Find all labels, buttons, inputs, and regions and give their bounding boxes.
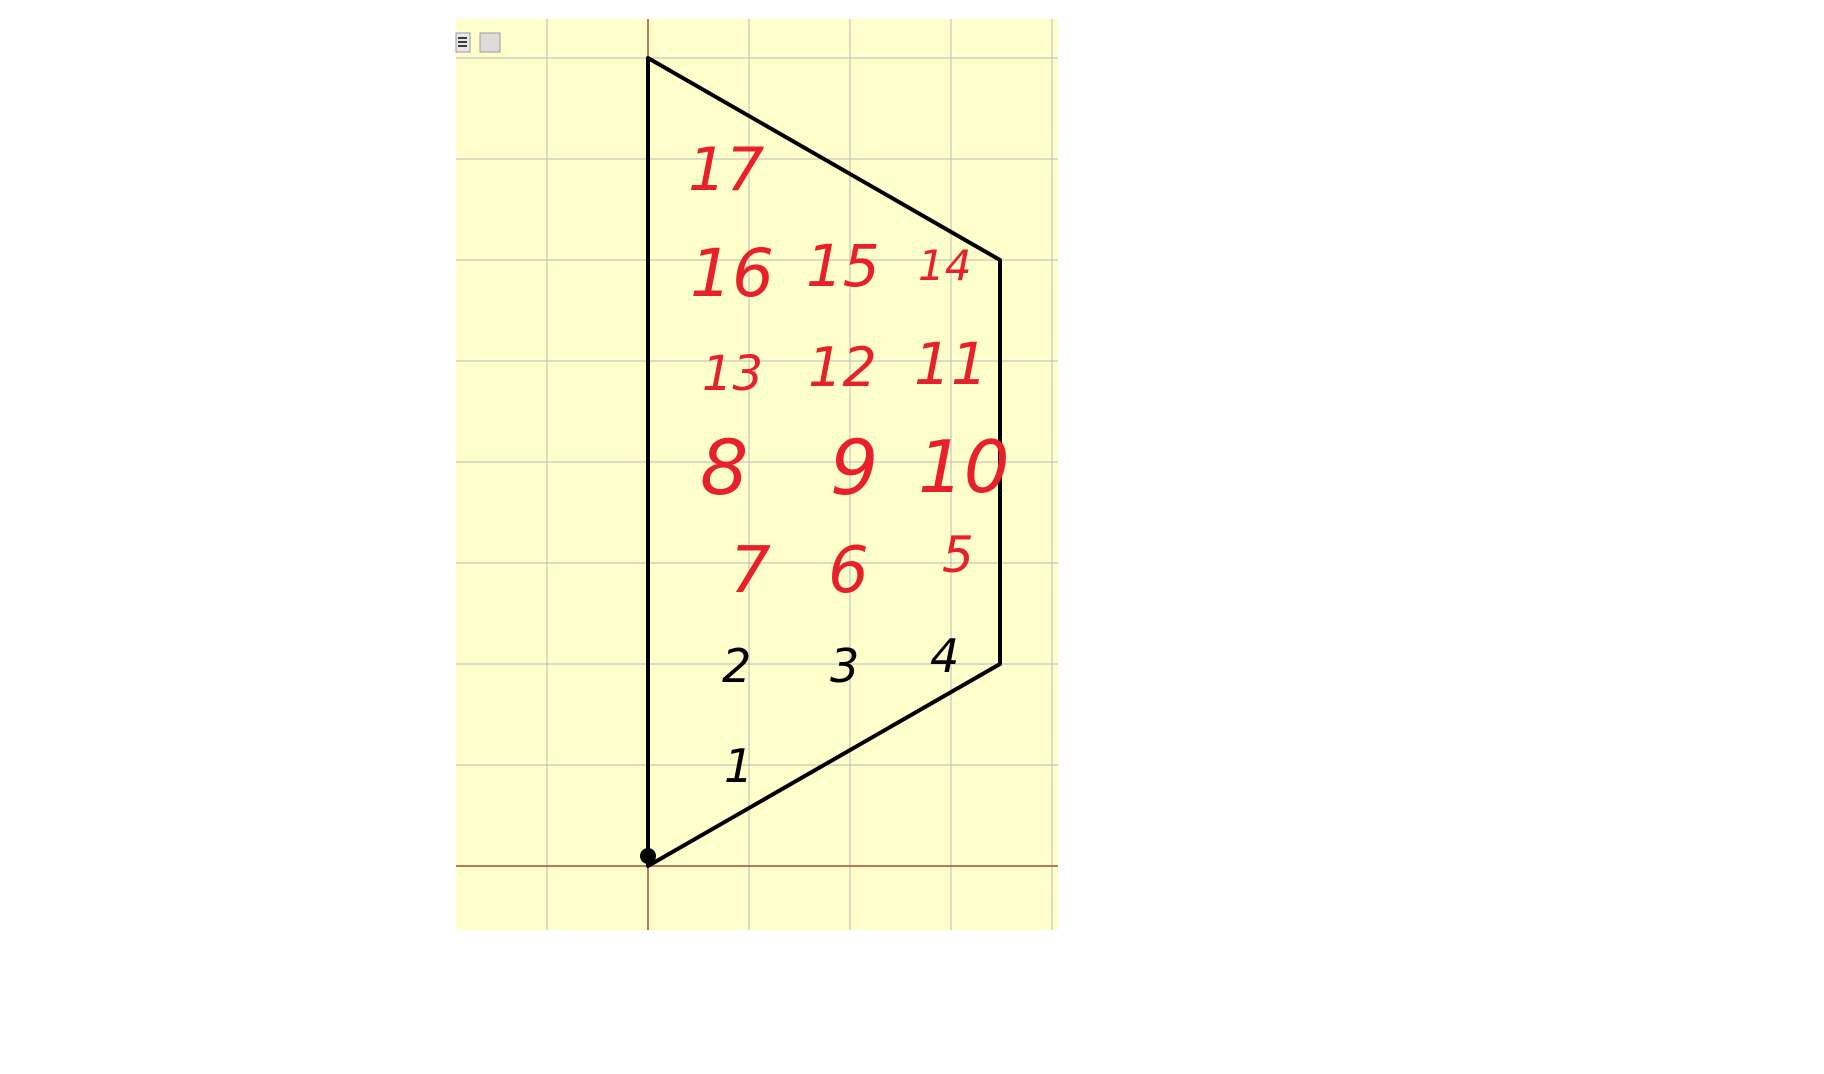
label-13: 13 (702, 346, 764, 402)
label-3: 3 (830, 639, 860, 693)
label-9: 9 (830, 423, 879, 512)
label-17: 17 (688, 135, 765, 205)
label-15: 15 (806, 232, 880, 300)
blank-square-icon (480, 33, 500, 52)
label-7: 7 (730, 534, 771, 608)
label-16: 16 (690, 235, 774, 312)
label-10: 10 (918, 425, 1010, 509)
blank-button[interactable] (480, 33, 500, 52)
label-2: 2 (722, 639, 752, 693)
label-4: 4 (930, 629, 960, 683)
label-12: 12 (808, 336, 877, 399)
label-11: 11 (914, 330, 988, 398)
origin-point[interactable] (640, 848, 656, 864)
label-5: 5 (942, 526, 974, 584)
label-14: 14 (918, 241, 972, 290)
label-6: 6 (828, 534, 869, 608)
label-1: 1 (724, 739, 754, 793)
menu-button[interactable] (456, 33, 470, 52)
label-8: 8 (700, 423, 749, 512)
